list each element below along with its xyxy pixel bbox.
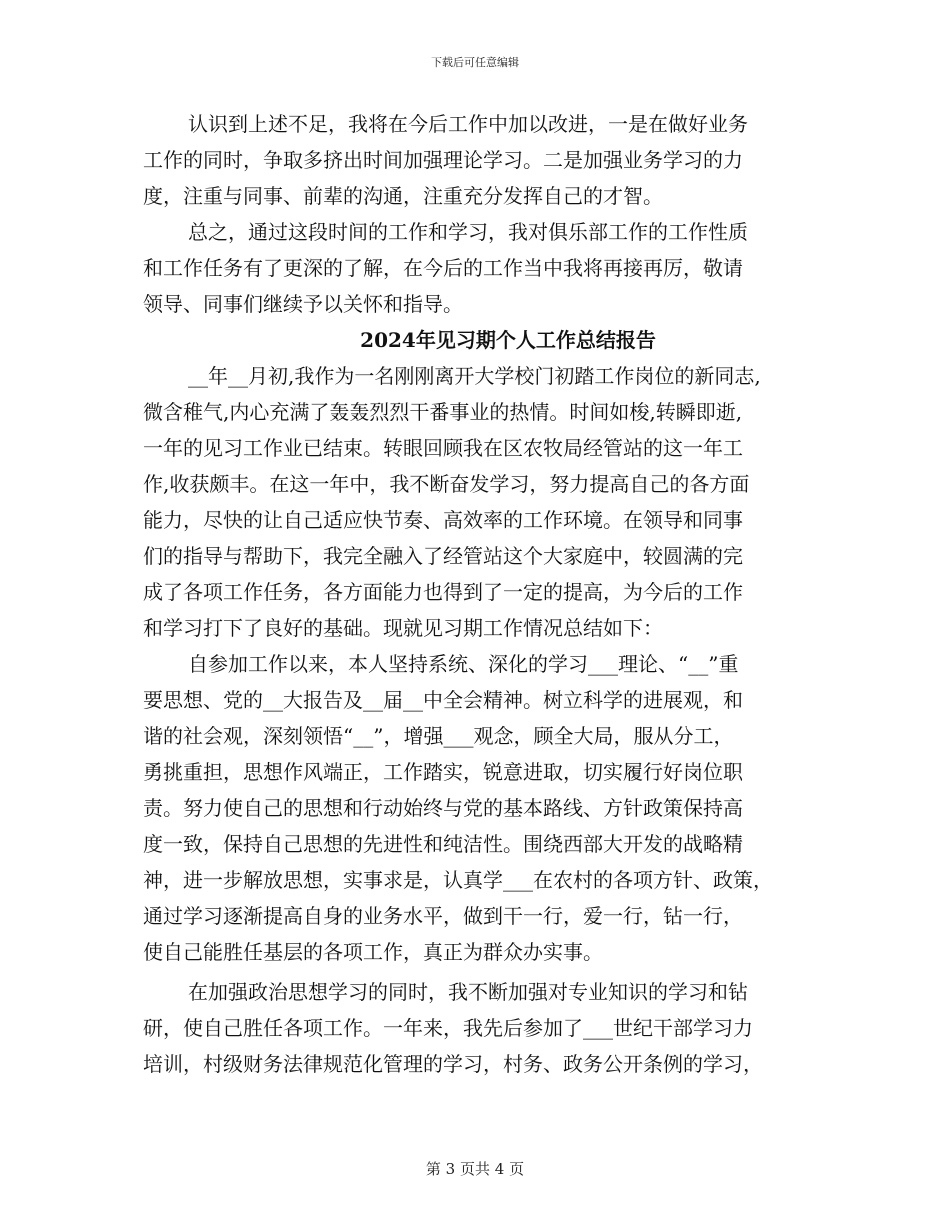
page-footer: 第 3 页共 4 页 xyxy=(425,1160,525,1178)
paragraph xyxy=(143,646,833,970)
text-line: 作,收获颇丰。在这一年中，我不断奋发学习，努力提高自己的各方面 xyxy=(143,472,750,496)
text-line: 神，进一步解放思想，实事求是，认真学___在农村的各项方针、政策， xyxy=(143,868,773,892)
text-line: 培训，村级财务法律规范化管理的学习，村务、政务公开条例的学习， xyxy=(143,1052,763,1076)
text-line: 勇挑重担，思想作风端正，工作踏实，锐意进取，切实履行好岗位职 xyxy=(143,760,743,784)
document-body xyxy=(143,106,833,1082)
paragraph xyxy=(143,214,833,322)
text-line: 责。努力使自己的思想和行动始终与党的基本路线、方针政策保持高 xyxy=(143,796,743,820)
text-line: 们的指导与帮助下，我完全融入了经管站这个大家庭中，较圆满的完 xyxy=(143,544,743,568)
text-line: 领导、同事们继续予以关怀和指导。 xyxy=(143,292,463,316)
text-line: 成了各项工作任务，各方面能力也得到了一定的提高，为今后的工作 xyxy=(143,580,743,604)
text-line: 认识到上述不足，我将在今后工作中加以改进，一是在做好业务 xyxy=(188,112,748,136)
text-line: 使自己能胜任基层的各项工作，真正为群众办实事。 xyxy=(143,940,603,964)
text-line: 谐的社会观，深刻领悟“__”，增强___观念，顾全大局，服从分工， xyxy=(143,724,734,748)
text-line: 度，注重与同事、前辈的沟通，注重充分发挥自己的才智。 xyxy=(143,184,663,208)
text-line: 自参加工作以来，本人坚持系统、深化的学习___理论、“__”重 xyxy=(188,652,739,676)
text-line: 工作的同时，争取多挤出时间加强理论学习。二是加强业务学习的力 xyxy=(143,148,743,172)
text-line: __年__月初,我作为一名刚刚离开大学校门初踏工作岗位的新同志, xyxy=(188,364,761,388)
text-line: 能力，尽快的让自己适应快节奏、高效率的工作环境。在领导和同事 xyxy=(143,508,743,532)
page-header: 下载后可任意编辑 xyxy=(431,56,519,69)
text-line: 一年的见习工作业已结束。转眼回顾我在区农牧局经管站的这一年工 xyxy=(143,436,743,460)
text-line: 和工作任务有了更深的了解，在今后的工作当中我将再接再厉，敬请 xyxy=(143,256,743,280)
text-line: 要思想、党的__大报告及__届__中全会精神。树立科学的进展观，和 xyxy=(143,688,743,712)
text-line: 微含稚气,内心充满了轰轰烈烈干番事业的热情。时间如梭,转瞬即逝, xyxy=(143,400,743,424)
paragraph xyxy=(143,974,833,1082)
text-line: 通过学习逐渐提高自身的业务水平，做到干一行，爱一行，钻一行， xyxy=(143,904,743,928)
text-line: 和学习打下了良好的基础。现就见习期工作情况总结如下： xyxy=(143,616,663,640)
text-line: 研，使自己胜任各项工作。一年来，我先后参加了___世纪干部学习力 xyxy=(143,1016,753,1040)
text-line: 在加强政治思想学习的同时，我不断加强对专业知识的学习和钻 xyxy=(188,980,748,1004)
text-line: 总之，通过这段时间的工作和学习，我对俱乐部工作的工作性质 xyxy=(188,220,748,244)
section-title: 2024年见习期个人工作总结报告 xyxy=(360,328,656,352)
paragraph xyxy=(143,358,833,646)
text-line: 度一致，保持自己思想的先进性和纯洁性。围绕西部大开发的战略精 xyxy=(143,832,743,856)
paragraph xyxy=(143,106,833,214)
